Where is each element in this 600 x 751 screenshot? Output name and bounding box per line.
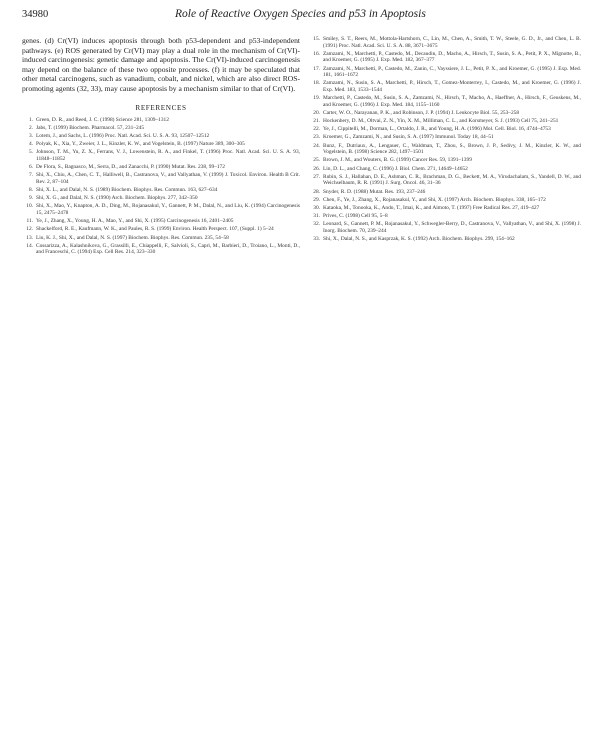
reference-text: Kroemer, G., Zamzami, N., and Susin, S. A. (1997) Immunol. Today 18, 44–51 (323, 134, 494, 141)
reference-number: 23. (313, 134, 320, 141)
reference-number: 32. (313, 221, 320, 228)
reference-text: Chen, F., Ye, J., Zhang, X., Rojanasakul, Y., and Shi, X. (1997) Arch. Biochem. Biophys. 338, 165–172 (323, 196, 546, 203)
body-paragraph: genes. (d) Cr(VI) induces apoptosis through both p53-dependent and p53-independent pathways. (e) ROS generated by Cr(VI) may play a dual role in the mechanism of Cr(VI)-induced carcinogenesis: genetic damage and apoptosis. The Cr(VI)-induced carcinogenesis may depend on the balance of these two opposite processes. (f) it may be speculated that other metal carcinogens, such as vanadium, cobalt, and nickel, which are also direct ROS-promoting agents (32, 33), may cause apoptosis by a mechanism similar to that of Cr(VI). (22, 36, 300, 93)
reference-item (22, 235, 300, 242)
reference-number: 22. (313, 126, 320, 133)
reference-text: Shi, X., Mao, Y., Knapton, A. D., Ding, M., Rojanasakul, Y., Gannett, P. M., Dalal, N., and Liu, K. (1994) Carcinogenesis 15, 2475–2478 (36, 203, 300, 217)
reference-text: Shackelford, R. E., Kaufmann, W. K., and Paules, R. S. (1999) Environ. Health Perspect. 107, (Suppl. 1) 5–24 (36, 226, 274, 233)
reference-number: 16. (313, 50, 320, 57)
reference-item (309, 197, 581, 204)
references-heading: REFERENCES (135, 103, 187, 112)
reference-text: De Flora, S., Bagnasco, M., Serra, D., and Zanacchi, P. (1990) Mutat. Res. 238, 99–172 (36, 164, 225, 171)
reference-number: 26. (313, 165, 320, 172)
reference-number: 29. (313, 196, 320, 203)
reference-number: 8. (28, 187, 33, 194)
reference-item (22, 141, 300, 148)
reference-item (309, 189, 581, 196)
page-header (22, 9, 582, 25)
running-title: Role of Reactive Oxygen Species and p53 in Apoptosis (175, 8, 426, 20)
reference-text: Snyder, R. D. (1988) Mutat. Res. 193, 237–246 (323, 188, 426, 195)
reference-item (22, 117, 300, 124)
reference-text: Leonard, S., Gannett, P. M., Rojanasakul, Y., Schwegler-Berry, D., Castranova, V., Vallyathan, V., and Shi, X. (1998) J. Inorg. Biochem. 70, 239–244 (323, 221, 581, 234)
left-column (22, 36, 300, 258)
reference-item (22, 125, 300, 132)
reference-number: 11. (26, 218, 33, 225)
reference-item (22, 164, 300, 171)
reference-text: Liu, K. J., Shi, X., and Dalal, N. S. (1997) Biochem. Biophys. Res. Commun. 235, 54–58 (36, 234, 229, 241)
reference-item (22, 218, 300, 225)
reference-text: Zamzami, N., Marchetti, P., Castedo, M., Zanin, C., Vayssiere, J. L., Petit, P. X., and Kroemer, G. (1995) J. Exp. Med. 181, 1661–1672 (323, 65, 581, 79)
reference-item (309, 174, 581, 187)
reference-text: Green, D. R., and Reed, J. C. (1998) Science 281, 1309–1312 (36, 116, 169, 123)
reference-number: 9. (28, 195, 33, 202)
reference-number: 3. (28, 132, 33, 139)
reference-item (309, 236, 581, 243)
reference-text: Ye, J., Cippitelli, M., Dorman, L., Ortaldo, J. R., and Young, H. A. (1996) Mol. Cell. Biol. 16, 4744–4753 (323, 126, 551, 133)
reference-number: 1. (28, 116, 33, 123)
reference-item (309, 80, 581, 93)
reference-text: Johnson, T. M., Yu, Z. X., Ferrans, V. J., Lowenstein, R. A., and Finkel, T. (1996) Proc. Natl. Acad. Sci. U. S. A. 93, 11848–11852 (36, 149, 300, 162)
reference-number: 30. (313, 204, 320, 211)
reference-text: Hockenbery, D. M., Oltvai, Z. N., Yin, X. M., Milliman, C. L., and Korsmeyer, S. J. (1993) Cell 75, 241–251 (323, 118, 559, 125)
reference-text: Zamzami, N., Marchetti, P., Castedo, M., Decaudin, D., Macho, A., Hirsch, T., Susin, S. A., Petit, P. X., Mignotte, B., and Kroemer, G. (1995) J. Exp. Med. 182, 367–377 (323, 50, 581, 64)
reference-number: 10. (26, 203, 33, 210)
reference-number: 24. (313, 142, 320, 149)
reference-text: Shi, X., Dalal, N. S., and Kasprzak, K. S. (1992) Arch. Biochem. Biophys. 299, 154–162 (323, 236, 515, 243)
reference-text: Marchetti, P., Castedo, M., Susin, S. A., Zamzami, N., Hirsch, T., Macho, A., Haeffner, A., Hirsch, F., Geuskens, M., and Kroemer, G. (1996) J. Exp. Med. 184, 1155–1160 (323, 95, 581, 108)
reference-number: 15. (313, 36, 320, 42)
reference-text: Shi, X., Chiu, A., Chen, C. T., Halliwell, B., Castranova, V., and Vallyathan, V. (1999) J. Toxicol. Environ. Health B Crit. Rev. 2, 87–104 (36, 172, 300, 185)
reference-item (309, 166, 581, 173)
reference-item (22, 243, 300, 256)
reference-number: 5. (28, 149, 33, 156)
reference-text: Bunz, F., Dutriaux, A., Lengauer, C., Waldman, T., Zhou, S., Brown, J. P., Sedivy, J. M., Kinzler, K. W., and Vogelstein, B. (1998) Science 282, 1497–1501 (323, 142, 581, 156)
references-list-right (309, 36, 581, 243)
reference-item (309, 36, 581, 49)
reference-number: 17. (313, 65, 320, 72)
reference-number: 4. (28, 141, 33, 148)
reference-item (309, 157, 581, 164)
reference-text: Smiley, S. T., Reers, M., Mottola-Hartshorn, C., Lin, M., Chen, A., Smith, T. W., Steele, G. D., Jr., and Chen, L. B. (1991) Proc. Natl. Acad. Sci. U. S. A. 88, 3671–3675 (323, 36, 581, 49)
reference-item (309, 134, 581, 141)
reference-item (309, 110, 581, 117)
reference-text: Polyak, K., Xia, Y., Zweier, J. L., Kinzler, K. W., and Vogelstein, B. (1997) Nature 389, 300–305 (36, 141, 245, 148)
references-list-left (22, 117, 300, 256)
reference-item (309, 95, 581, 108)
reference-number: 20. (313, 109, 320, 116)
reference-number: 6. (28, 164, 33, 171)
reference-item (22, 172, 300, 185)
reference-text: Brown, J. M., and Wouters, B. G. (1999) Cancer Res. 59, 1391–1399 (323, 157, 472, 164)
reference-item (22, 195, 300, 202)
reference-item (309, 213, 581, 220)
reference-item (309, 66, 581, 79)
reference-item (22, 226, 300, 233)
reference-item (22, 133, 300, 140)
page-number: 34980 (22, 9, 49, 20)
reference-number: 19. (313, 95, 320, 102)
reference-number: 33. (313, 236, 320, 243)
reference-number: 28. (313, 188, 320, 195)
reference-text: Jabs, T. (1999) Biochem. Pharmacol. 57, 231–245 (36, 124, 145, 131)
reference-number: 27. (313, 173, 320, 180)
reference-item (309, 221, 581, 234)
reference-text: Shi, X. L., and Dalal, N. S. (1989) Biochem. Biophys. Res. Commun. 163, 627–634 (36, 187, 218, 194)
reference-item (22, 203, 300, 216)
reference-item (309, 51, 581, 64)
reference-item (309, 143, 581, 156)
reference-text: Ye, J., Zhang, X., Young, H. A., Mao, Y., and Shi, X. (1995) Carcinogenesis 16, 2401–2405 (36, 218, 234, 225)
reference-text: Carter, W. O., Narayanan, P. K., and Robinson, J. P. (1994) J. Leukocyte Biol. 55, 253–258 (323, 109, 520, 116)
reference-item (309, 118, 581, 125)
reference-number: 13. (26, 234, 33, 241)
reference-item (309, 205, 581, 212)
reference-text: Cossarizza, A., Kalashnikova, G., Grassilli, E., Chiappelli, F., Salvioli, S., Capri, M., Barbieri, D., Troiano, L., Monti, D., and Franceschi, C. (1994) Exp. Cell Res. 214, 323–330 (36, 242, 300, 256)
reference-number: 7. (28, 172, 33, 179)
reference-text: Lotem, J., and Sachs, L. (1996) Proc. Natl. Acad. Sci. U. S. A. 93, 12507–12512 (36, 132, 210, 139)
reference-text: Rubin, S. J., Hallahan, D. E., Ashman, C. R., Brachman, D. G., Beckett, M. A., Virudachalam, S., Yandell, D. W., and Weichselbaum, R. R. (1991) J. Surg. Oncol. 46, 31–36 (323, 173, 581, 187)
reference-text: Shi, X. G., and Dalal, N. S. (1990) Arch. Biochem. Biophys. 277, 342–350 (36, 195, 198, 202)
reference-number: 25. (313, 157, 320, 164)
reference-text: Kataoka, M., Tonooka, K., Ando, T., Imai, K., and Aimoto, T. (1997) Free Radical Res. 27, 419–427 (323, 204, 540, 211)
reference-item (22, 149, 300, 162)
reference-text: Lin, D. L., and Chang, C. (1996) J. Biol. Chem. 271, 14649–14652 (323, 165, 468, 172)
reference-item (309, 126, 581, 133)
right-column (309, 36, 581, 244)
reference-number: 31. (313, 213, 320, 220)
reference-number: 14. (26, 242, 33, 249)
reference-text: Zamzami, N., Susin, S. A., Marchetti, P., Hirsch, T., Gomez-Monterrey, I., Castedo, M., and Kroemer, G. (1996) J. Exp. Med. 183, 1533–1544 (323, 80, 581, 93)
reference-text: Prives, C. (1998) Cell 95, 5–8 (323, 213, 388, 220)
reference-item (22, 187, 300, 194)
reference-number: 18. (313, 80, 320, 87)
reference-number: 12. (26, 226, 33, 233)
reference-number: 21. (313, 118, 320, 125)
reference-number: 2. (28, 124, 33, 131)
